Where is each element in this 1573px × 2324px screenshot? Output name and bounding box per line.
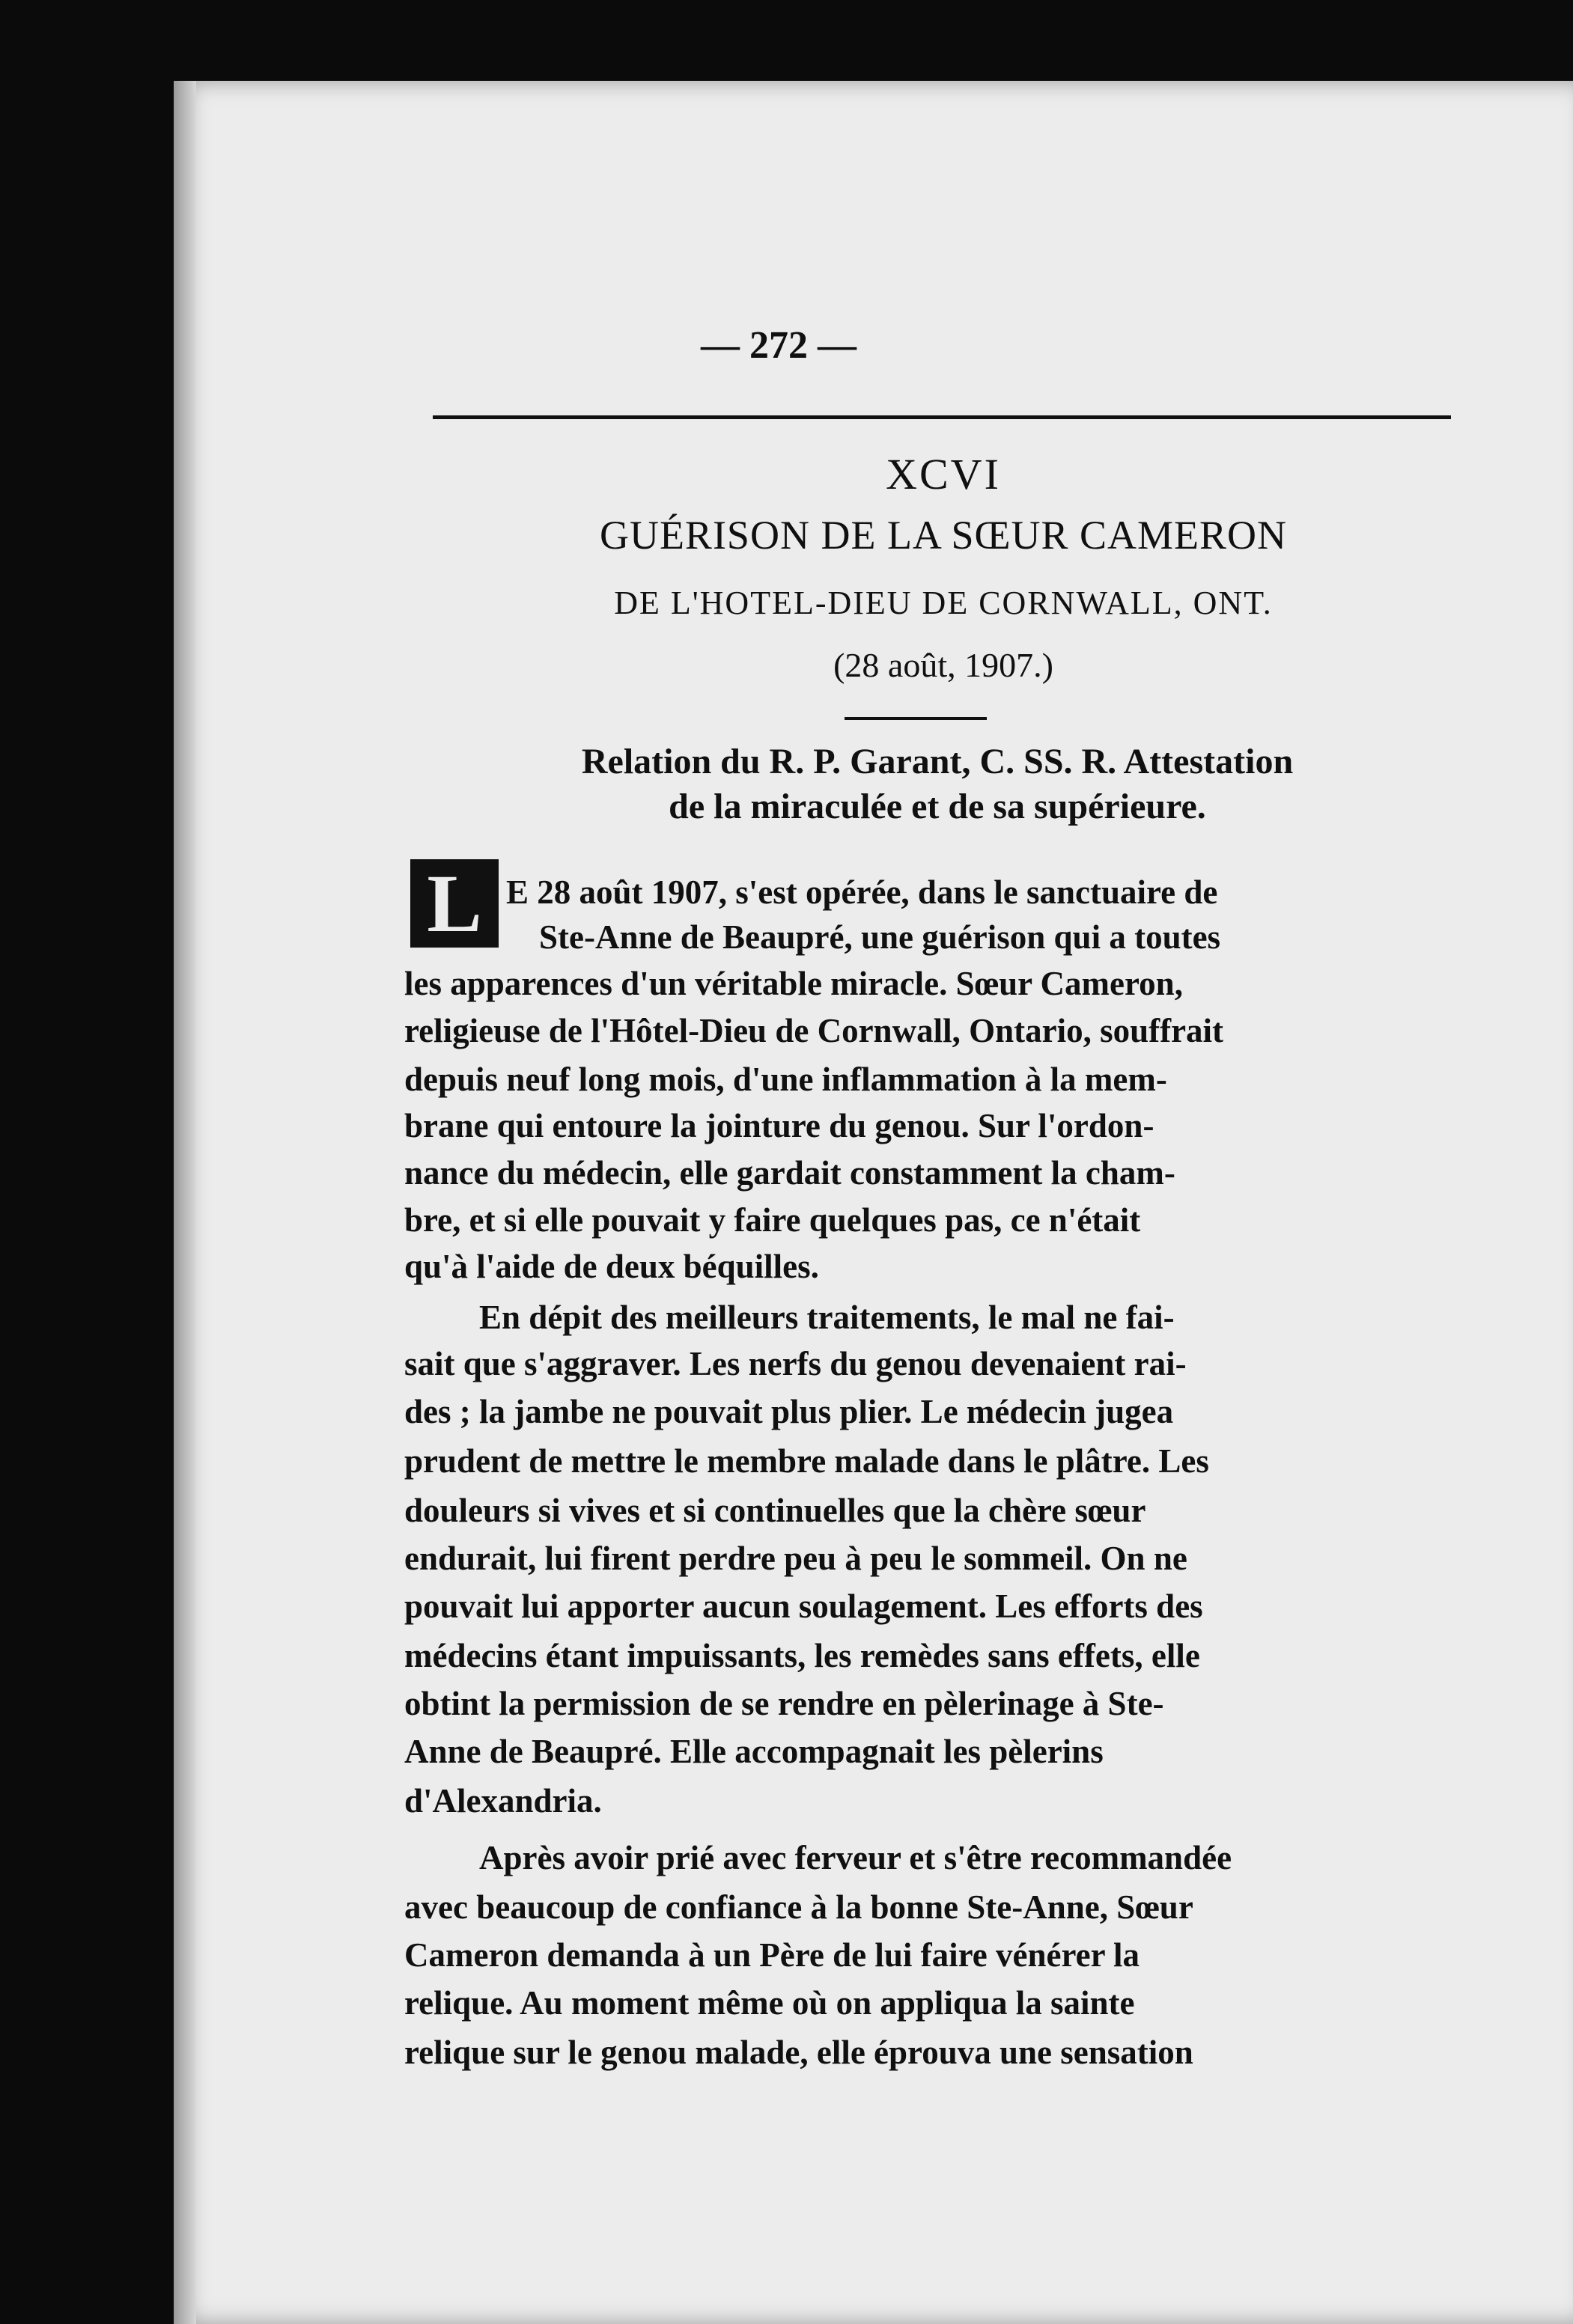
body-line: prudent de mettre le membre malade dans le plâtre. Les [404, 1442, 1209, 1480]
section-subtitle: DE L'HOTEL-DIEU DE CORNWALL, ONT. [614, 585, 1273, 621]
body-line: médecins étant impuissants, les remèdes sans effets, elle [404, 1637, 1200, 1674]
drop-cap: L [410, 859, 499, 948]
section-divider [845, 717, 987, 720]
body-line: Après avoir prié avec ferveur et s'être recommandée [479, 1839, 1232, 1876]
body-line: relique sur le genou malade, elle éprouva une sensation [404, 2034, 1193, 2071]
body-line: relique. Au moment même où on appliqua la sainte [404, 1984, 1135, 2022]
body-line: Ste-Anne de Beaupré, une guérison qui a toutes [539, 918, 1221, 956]
body-line: obtint la permission de se rendre en pèlerinage à Ste- [404, 1685, 1164, 1722]
relation-line-1: Relation du R. P. Garant, C. SS. R. Attestation [581, 742, 1294, 781]
page-number: — 272 — [701, 324, 857, 367]
body-line: endurait, lui firent perdre peu à peu le sommeil. On ne [404, 1540, 1187, 1577]
relation-line-2: de la miraculée et de sa supérieure. [669, 787, 1206, 826]
body-line: E 28 août 1907, s'est opérée, dans le sanctuaire de [506, 873, 1218, 911]
body-line: brane qui entoure la jointure du genou. Sur l'ordon- [404, 1107, 1154, 1144]
header-rule [433, 415, 1451, 419]
body-line: qu'à l'aide de deux béquilles. [404, 1248, 819, 1285]
body-line: d'Alexandria. [404, 1782, 602, 1820]
body-line: En dépit des meilleurs traitements, le mal ne fai- [479, 1299, 1175, 1336]
body-line: Cameron demanda à un Père de lui faire vénérer la [404, 1936, 1140, 1974]
body-line: des ; la jambe ne pouvait plus plier. Le médecin jugea [404, 1393, 1174, 1430]
body-line: douleurs si vives et si continuelles que la chère sœur [404, 1492, 1146, 1529]
section-title: GUÉRISON DE LA SŒUR CAMERON [599, 513, 1288, 558]
body-line: Anne de Beaupré. Elle accompagnait les pèlerins [404, 1733, 1104, 1770]
body-line: avec beaucoup de confiance à la bonne Ste-Anne, Sœur [404, 1888, 1193, 1926]
section-number: XCVI [886, 450, 1001, 498]
body-line: les apparences d'un véritable miracle. Sœur Cameron, [404, 965, 1183, 1002]
body-line: bre, et si elle pouvait y faire quelques pas, ce n'était [404, 1201, 1141, 1239]
section-date: (28 août, 1907.) [833, 646, 1053, 684]
body-line: sait que s'aggraver. Les nerfs du genou devenaient rai- [404, 1345, 1187, 1382]
page-edge [174, 81, 196, 2324]
body-line: religieuse de l'Hôtel-Dieu de Cornwall, Ontario, souffrait [404, 1012, 1224, 1049]
body-line: pouvait lui apporter aucun soulagement. Les efforts des [404, 1588, 1203, 1625]
body-line: depuis neuf long mois, d'une inflammation à la mem- [404, 1061, 1167, 1098]
body-line: nance du médecin, elle gardait constamment la cham- [404, 1154, 1175, 1192]
